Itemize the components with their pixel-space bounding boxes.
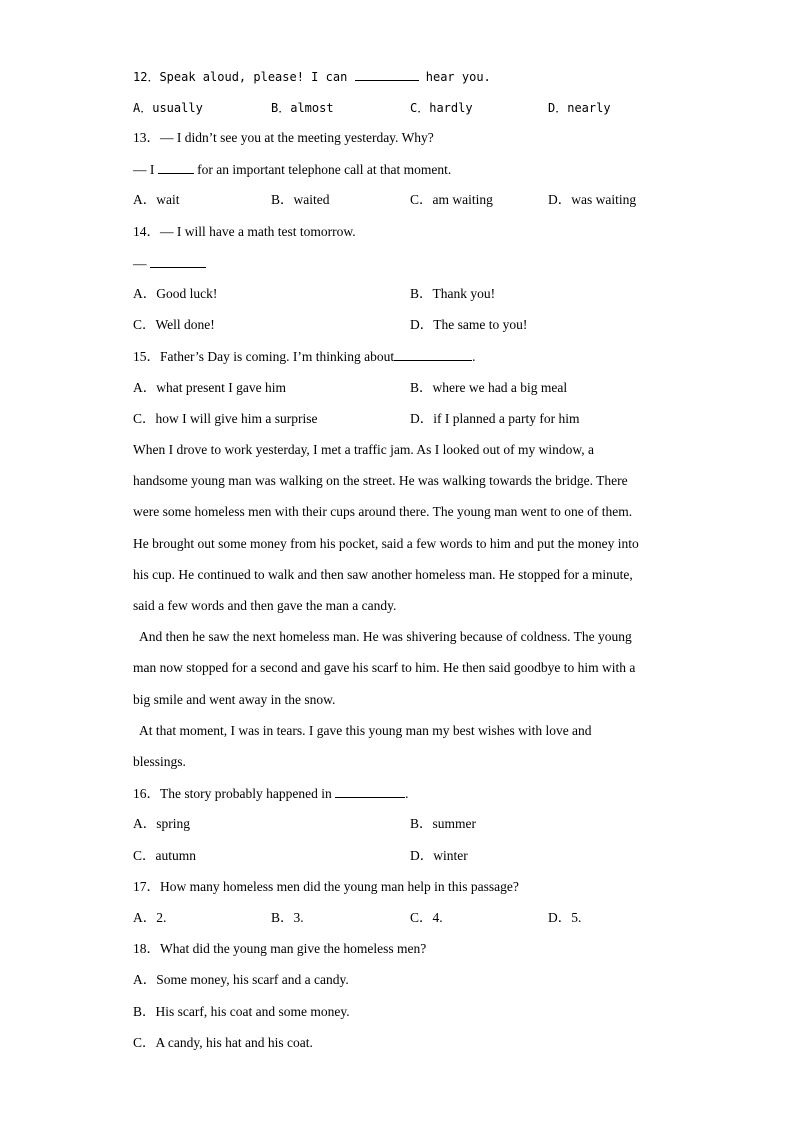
- q14-option-d: D．The same to you!: [410, 317, 528, 332]
- q15-option-b: B．where we had a big meal: [410, 380, 568, 395]
- q12-option-d: D．nearly: [548, 101, 611, 115]
- question-14-reply: —: [133, 255, 206, 272]
- question-16-stem: 16．The story probably happened in .: [133, 786, 409, 801]
- q13-option-d: D．was waiting: [548, 192, 637, 207]
- q14-option-a: A．Good luck!: [133, 286, 218, 301]
- q15-option-d: D．if I planned a party for him: [410, 411, 580, 426]
- q16-option-d: D．winter: [410, 848, 468, 863]
- q15-option-c: C．how I will give him a surprise: [133, 411, 318, 426]
- passage-line: At that moment, I was in tears. I gave this young man my best wishes with love and: [133, 723, 592, 738]
- passage-line: man now stopped for a second and gave his scarf to him. He then said goodbye to him with a: [133, 660, 636, 675]
- q12-option-b: B．almost: [271, 101, 334, 115]
- passage-line: said a few words and then gave the man a candy.: [133, 598, 397, 613]
- q17-option-d: D．5.: [548, 910, 582, 925]
- q17-option-b: B．3.: [271, 910, 304, 925]
- passage-line: blessings.: [133, 754, 186, 769]
- q18-option-c: C．A candy, his hat and his coat.: [133, 1035, 313, 1050]
- question-12-stem: 12．Speak aloud, please! I can hear you.: [133, 70, 491, 84]
- answer-blank: [394, 348, 472, 361]
- q16-option-a: A．spring: [133, 816, 190, 831]
- answer-blank: [158, 161, 194, 174]
- question-13-stem: 13．— I didn’t see you at the meeting yesterday. Why?: [133, 130, 434, 145]
- passage-line: his cup. He continued to walk and then saw another homeless man. He stopped for a minute,: [133, 567, 633, 582]
- q16-option-b: B．summer: [410, 816, 476, 831]
- question-17-stem: 17．How many homeless men did the young man help in this passage?: [133, 879, 519, 894]
- question-14-stem: 14．— I will have a math test tomorrow.: [133, 224, 356, 239]
- passage-line: And then he saw the next homeless man. He was shivering because of coldness. The young: [133, 629, 632, 644]
- q16-option-c: C．autumn: [133, 848, 196, 863]
- answer-blank: [335, 785, 405, 798]
- q12-option-a: A．usually: [133, 101, 203, 115]
- q13-option-a: A．wait: [133, 192, 180, 207]
- q13-option-c: C．am waiting: [410, 192, 493, 207]
- q14-option-c: C．Well done!: [133, 317, 215, 332]
- q18-option-a: A．Some money, his scarf and a candy.: [133, 972, 349, 987]
- answer-blank: [355, 68, 419, 81]
- q17-option-a: A．2.: [133, 910, 167, 925]
- q14-option-b: B．Thank you!: [410, 286, 496, 301]
- question-15-stem: 15．Father’s Day is coming. I’m thinking about .: [133, 349, 476, 364]
- answer-blank: [150, 255, 206, 268]
- q15-option-a: A．what present I gave him: [133, 380, 286, 395]
- passage-line: He brought out some money from his pocket, said a few words to him and put the money into: [133, 536, 639, 551]
- question-13-reply: — I for an important telephone call at that moment.: [133, 162, 452, 177]
- passage-line: big smile and went away in the snow.: [133, 692, 336, 707]
- q18-option-b: B．His scarf, his coat and some money.: [133, 1004, 350, 1019]
- passage-line: handsome young man was walking on the street. He was walking towards the bridge. There: [133, 473, 628, 488]
- passage-line: When I drove to work yesterday, I met a traffic jam. As I looked out of my window, a: [133, 442, 594, 457]
- q17-option-c: C．4.: [410, 910, 443, 925]
- q12-option-c: C．hardly: [410, 101, 473, 115]
- question-18-stem: 18．What did the young man give the homeless men?: [133, 941, 427, 956]
- passage-line: were some homeless men with their cups around there. The young man went to one of them.: [133, 504, 633, 519]
- q13-option-b: B．waited: [271, 192, 330, 207]
